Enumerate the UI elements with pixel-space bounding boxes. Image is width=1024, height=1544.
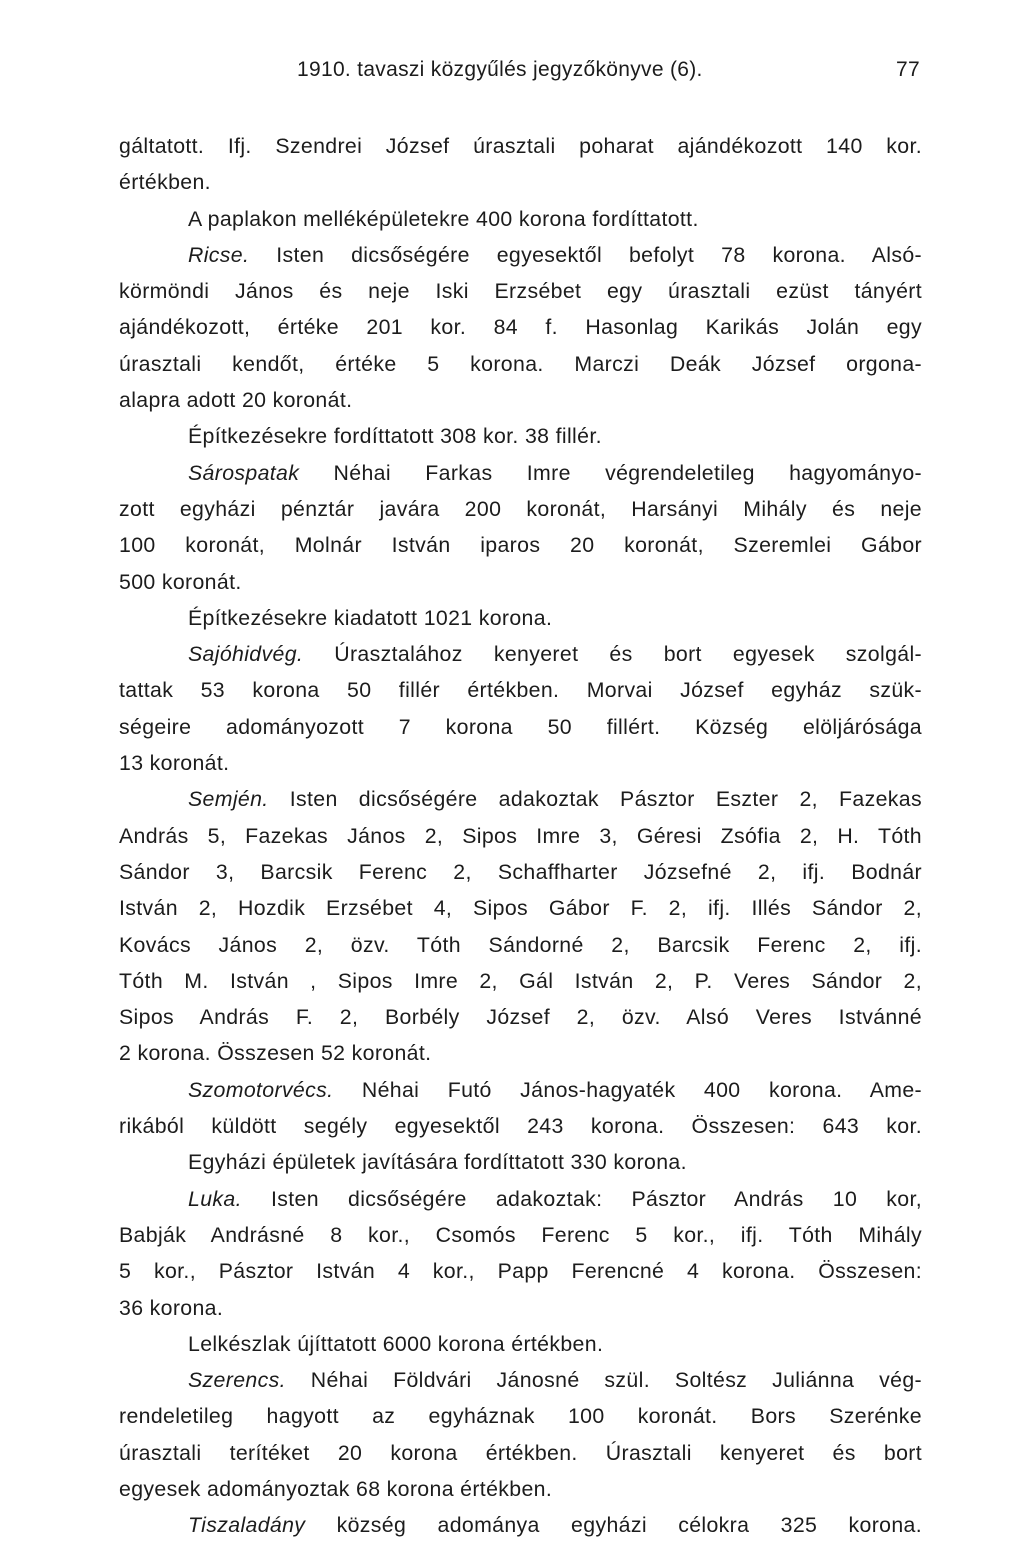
text-line	[119, 1398, 922, 1434]
text-line	[119, 1362, 922, 1398]
line-text: zott egyházi pénztár javára 200 koronát, Harsányi Mihály és neje	[119, 496, 922, 521]
line-text: Úrasztalához kenyeret és bort egyesek szolgál-	[303, 642, 922, 667]
text-line	[119, 1181, 922, 1217]
text-line	[119, 854, 922, 890]
text-line	[119, 890, 922, 926]
place-name: Luka.	[188, 1186, 242, 1211]
place-name: Ricse.	[188, 242, 250, 267]
place-name: Sárospatak	[188, 460, 300, 485]
line-text: Tóth M. István , Sipos Imre 2, Gál István 2, P. Veres Sándor 2,	[119, 968, 922, 993]
line-text: ségeire adományozott 7 korona 50 fillért. Község elöljárósága	[119, 714, 922, 739]
line-text: tattak 53 korona 50 fillér értékben. Morvai József egyház szük-	[119, 678, 922, 703]
line-text: alapra adott 20 koronát.	[119, 388, 353, 413]
place-name: Tiszaladány	[188, 1513, 306, 1538]
text-line	[119, 309, 922, 345]
text-line	[119, 1290, 922, 1326]
place-name: Szerencs.	[188, 1368, 286, 1393]
line-text: úrasztali terítéket 20 korona értékben. Úrasztali kenyeret és bort	[119, 1440, 922, 1465]
body-text	[119, 128, 922, 1544]
text-line	[119, 1108, 922, 1144]
line-text: egyesek adományoztak 68 korona értékben.	[119, 1476, 553, 1501]
line-text: értékben.	[119, 170, 211, 195]
text-line	[119, 128, 922, 164]
text-line	[119, 1217, 922, 1253]
text-line	[119, 527, 922, 563]
line-text: 13 koronát.	[119, 751, 230, 776]
text-line	[119, 672, 922, 708]
line-text: község adománya egyházi célokra 325 korona.	[305, 1513, 922, 1538]
line-text: Isten dicsőségére egyesektől befolyt 78 korona. Alsó-	[249, 242, 922, 267]
text-line	[119, 636, 922, 672]
text-line	[119, 1253, 922, 1289]
line-text: Isten dicsőségére adakoztak: Pásztor András 10 kor,	[241, 1186, 922, 1211]
line-text: Építkezésekre fordíttatott 308 kor. 38 fillér.	[188, 424, 602, 449]
text-line	[119, 346, 922, 382]
line-text: rendeletileg hagyott az egyháznak 100 koronát. Bors Szerénke	[119, 1404, 922, 1429]
text-line	[119, 818, 922, 854]
text-line	[119, 709, 922, 745]
text-line	[119, 418, 922, 454]
line-text: Babják Andrásné 8 kor., Csomós Ferenc 5 kor., ifj. Tóth Mihály	[119, 1222, 922, 1247]
line-text: Néhai Földvári Jánosné szül. Soltész Juliánna vég-	[285, 1368, 922, 1393]
line-text: úrasztali kendőt, értéke 5 korona. Marczi Deák József orgona-	[119, 351, 922, 376]
place-name: Semjén.	[188, 787, 269, 812]
text-line	[119, 1435, 922, 1471]
text-line	[119, 201, 922, 237]
place-name: Sajóhidvég.	[188, 642, 304, 667]
text-line	[119, 745, 922, 781]
line-text: Isten dicsőségére adakoztak Pásztor Eszter 2, Fazekas	[268, 787, 922, 812]
line-text: István 2, Hozdik Erzsébet 4, Sipos Gábor F. 2, ifj. Illés Sándor 2,	[119, 896, 922, 921]
line-text: Néhai Futó János-hagyaték 400 korona. Ame-	[333, 1077, 922, 1102]
text-line	[119, 927, 922, 963]
text-line	[119, 1507, 922, 1543]
line-text: rikából küldött segély egyesektől 243 korona. Összesen: 643 kor.	[119, 1114, 922, 1139]
line-text: 100 koronát, Molnár István iparos 20 koronát, Szeremlei Gábor	[119, 533, 922, 558]
text-line	[119, 1035, 922, 1071]
text-line	[119, 237, 922, 273]
line-text: Néhai Farkas Imre végrendeletileg hagyományo-	[299, 460, 922, 485]
text-line	[119, 164, 922, 200]
line-text: 5 kor., Pásztor István 4 kor., Papp Ferencné 4 korona. Összesen:	[119, 1259, 922, 1284]
text-line	[119, 455, 922, 491]
line-text: Kovács János 2, özv. Tóth Sándorné 2, Barcsik Ferenc 2, ifj.	[119, 932, 922, 957]
text-line	[119, 999, 922, 1035]
text-line	[119, 781, 922, 817]
text-line	[119, 1326, 922, 1362]
line-text: 36 korona.	[119, 1295, 224, 1320]
line-text: A paplakon melléképületekre 400 korona fordíttatott.	[188, 206, 699, 231]
line-text: Sándor 3, Barcsik Ferenc 2, Schaffharter Józsefné 2, ifj. Bodnár	[119, 859, 922, 884]
text-line	[119, 491, 922, 527]
line-text: Lelkészlak újíttatott 6000 korona értékben.	[188, 1331, 604, 1356]
line-text: Sipos András F. 2, Borbély József 2, özv. Alsó Veres Istvánné	[119, 1005, 922, 1030]
text-line	[119, 382, 922, 418]
place-name: Szomotorvécs.	[188, 1077, 334, 1102]
text-line	[119, 273, 922, 309]
text-line	[119, 1471, 922, 1507]
line-text: 2 korona. Összesen 52 koronát.	[119, 1041, 432, 1066]
text-line	[119, 1072, 922, 1108]
running-header	[297, 58, 920, 88]
line-text: gáltatott. Ifj. Szendrei József úrasztali poharat ajándékozott 140 kor.	[119, 134, 922, 158]
line-text: Egyházi épületek javítására fordíttatott 330 korona.	[188, 1150, 687, 1175]
line-text: András 5, Fazekas János 2, Sipos Imre 3, Géresi Zsófia 2, H. Tóth	[119, 823, 922, 848]
text-line	[119, 600, 922, 636]
line-text: ajándékozott, értéke 201 kor. 84 f. Hasonlag Karikás Jolán egy	[119, 315, 922, 340]
line-text: 500 koronát.	[119, 569, 242, 594]
text-line	[119, 1144, 922, 1180]
page-number: 77	[896, 58, 920, 81]
text-line	[119, 564, 922, 600]
line-text: körmöndi János és neje Iski Erzsébet egy úrasztali ezüst tányért	[119, 279, 922, 304]
line-text: Építkezésekre kiadatott 1021 korona.	[188, 605, 553, 630]
text-line	[119, 963, 922, 999]
header-title: 1910. tavaszi közgyűlés jegyzőkönyve (6).	[297, 58, 703, 81]
